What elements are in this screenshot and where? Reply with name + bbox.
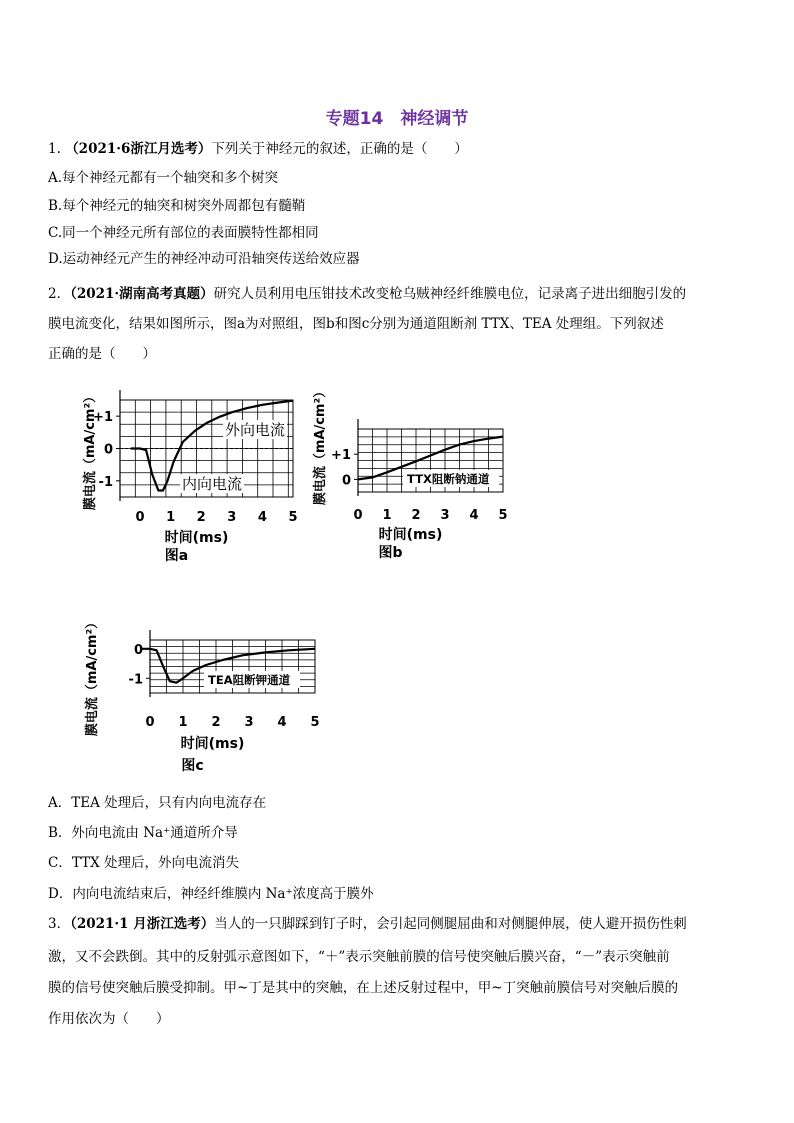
x-tick-label: 4 [277, 715, 287, 730]
q1-option-a: A.每个神经元都有一个轴突和多个树突 [48, 170, 279, 186]
x-tick-label: 4 [257, 510, 267, 525]
figure-c-chart [80, 598, 330, 778]
q2-option-a: A．TEA 处理后，只有内向电流存在 [48, 795, 267, 811]
q2-option-d: D．内向电流结束后，神经纤维膜内 Na⁺浓度高于膜外 [48, 886, 374, 902]
q2-option-c: C．TTX 处理后，外向电流消失 [48, 855, 239, 871]
annotation-label: 外向电流 [225, 421, 286, 439]
x-tick-label: 0 [353, 508, 363, 523]
x-tick-label: 3 [440, 508, 450, 523]
x-tick-label: 2 [211, 715, 221, 730]
figure-b-chart [310, 385, 520, 570]
chart-title: 图a [164, 548, 189, 564]
x-tick-label: 1 [382, 508, 392, 523]
annotation-label: 内向电流 [182, 475, 243, 493]
q3-source: （2021·1 月浙江选考） [70, 916, 215, 932]
x-tick-label: 5 [498, 508, 508, 523]
q1-option-c: C.同一个神经元所有部位的表面膜特性都相同 [48, 225, 319, 241]
q2-stem-line-2: 膜电流变化，结果如图所示，图a为对照组，图b和图c分别为通道阻断剂 TTX、TEA 处理组。下列叙述 [48, 316, 664, 332]
q3-stem-line-2: 激，又不会跌倒。其中的反射弧示意图如下，“＋”表示突触前膜的信号使突触后膜兴奋，“－”表示突触前 [48, 949, 670, 965]
figure-a-chart [80, 385, 305, 570]
x-tick-label: 2 [196, 510, 206, 525]
q2-option-b: B．外向电流由 Na⁺通道所介导 [48, 825, 238, 841]
q3-number: 3． [48, 916, 71, 932]
x-tick-label: 1 [166, 510, 176, 525]
q2-number: 2． [48, 286, 71, 302]
y-tick-label: -1 [98, 474, 113, 490]
chart-title: 图c [181, 758, 204, 774]
x-tick-label: 4 [469, 508, 479, 523]
q1-stem: 下列关于神经元的叙述，正确的是（ ） [211, 141, 468, 157]
y-axis-label: 膜电流（mA/cm²） [83, 389, 98, 511]
q2-stem-1: 研究人员利用电压钳技术改变枪乌贼神经纤维膜电位，记录离子进出细胞引发的 [213, 286, 687, 302]
y-axis-label: 膜电流（mA/cm²） [313, 385, 328, 506]
y-tick-label: 0 [103, 442, 113, 458]
x-tick-label: 0 [145, 715, 155, 730]
y-tick-label: +1 [93, 410, 113, 426]
q3-stem-line-4: 作用依次为（ ） [48, 1011, 170, 1027]
y-axis-label: 膜电流（mA/cm²） [85, 615, 100, 737]
y-tick-label: 0 [133, 642, 143, 658]
q2-stem-line-1 [48, 282, 686, 302]
x-tick-label: 1 [178, 715, 188, 730]
x-axis-label: 时间(ms) [180, 736, 245, 752]
y-tick-label: +1 [331, 448, 351, 464]
page-title: 专题14 神经调节 [325, 109, 469, 129]
x-tick-label: 5 [310, 715, 320, 730]
q1-option-b: B.每个神经元的轴突和树突外周都包有髓鞘 [48, 198, 306, 214]
x-tick-label: 3 [244, 715, 254, 730]
x-axis-label: 时间(ms) [378, 527, 443, 543]
x-tick-label: 0 [135, 510, 145, 525]
x-tick-label: 2 [411, 508, 421, 523]
y-tick-label: -1 [128, 672, 143, 688]
chart-title: 图b [378, 545, 403, 561]
q3-stem-1: 当人的一只脚踩到钉子时，会引起同侧腿屈曲和对侧腿伸展，使人避开损伤性刺 [214, 916, 687, 932]
q3-stem-line-1 [48, 912, 687, 932]
q1-stem-line [48, 137, 468, 157]
x-tick-label: 3 [227, 510, 237, 525]
q3-stem-line-3: 膜的信号使突触后膜受抑制。甲~丁是其中的突触，在上述反射过程中，甲~丁突触前膜信号对突触后膜的 [48, 980, 679, 996]
q2-stem-line-3: 正确的是（ ） [48, 346, 156, 362]
q1-option-d: D.运动神经元产生的神经冲动可沿轴突传送给效应器 [48, 251, 360, 267]
q1-source: （2021·6浙江月选考） [65, 141, 212, 157]
y-tick-label: 0 [341, 473, 351, 489]
annotation-label: TTX阻断钠通道 [407, 472, 490, 486]
x-tick-label: 5 [288, 510, 298, 525]
x-axis-label: 时间(ms) [164, 530, 229, 546]
q2-source: （2021·湖南高考真题） [70, 286, 214, 302]
annotation-label: TEA阻断钾通道 [208, 673, 291, 687]
q1-number: 1. [48, 141, 61, 157]
